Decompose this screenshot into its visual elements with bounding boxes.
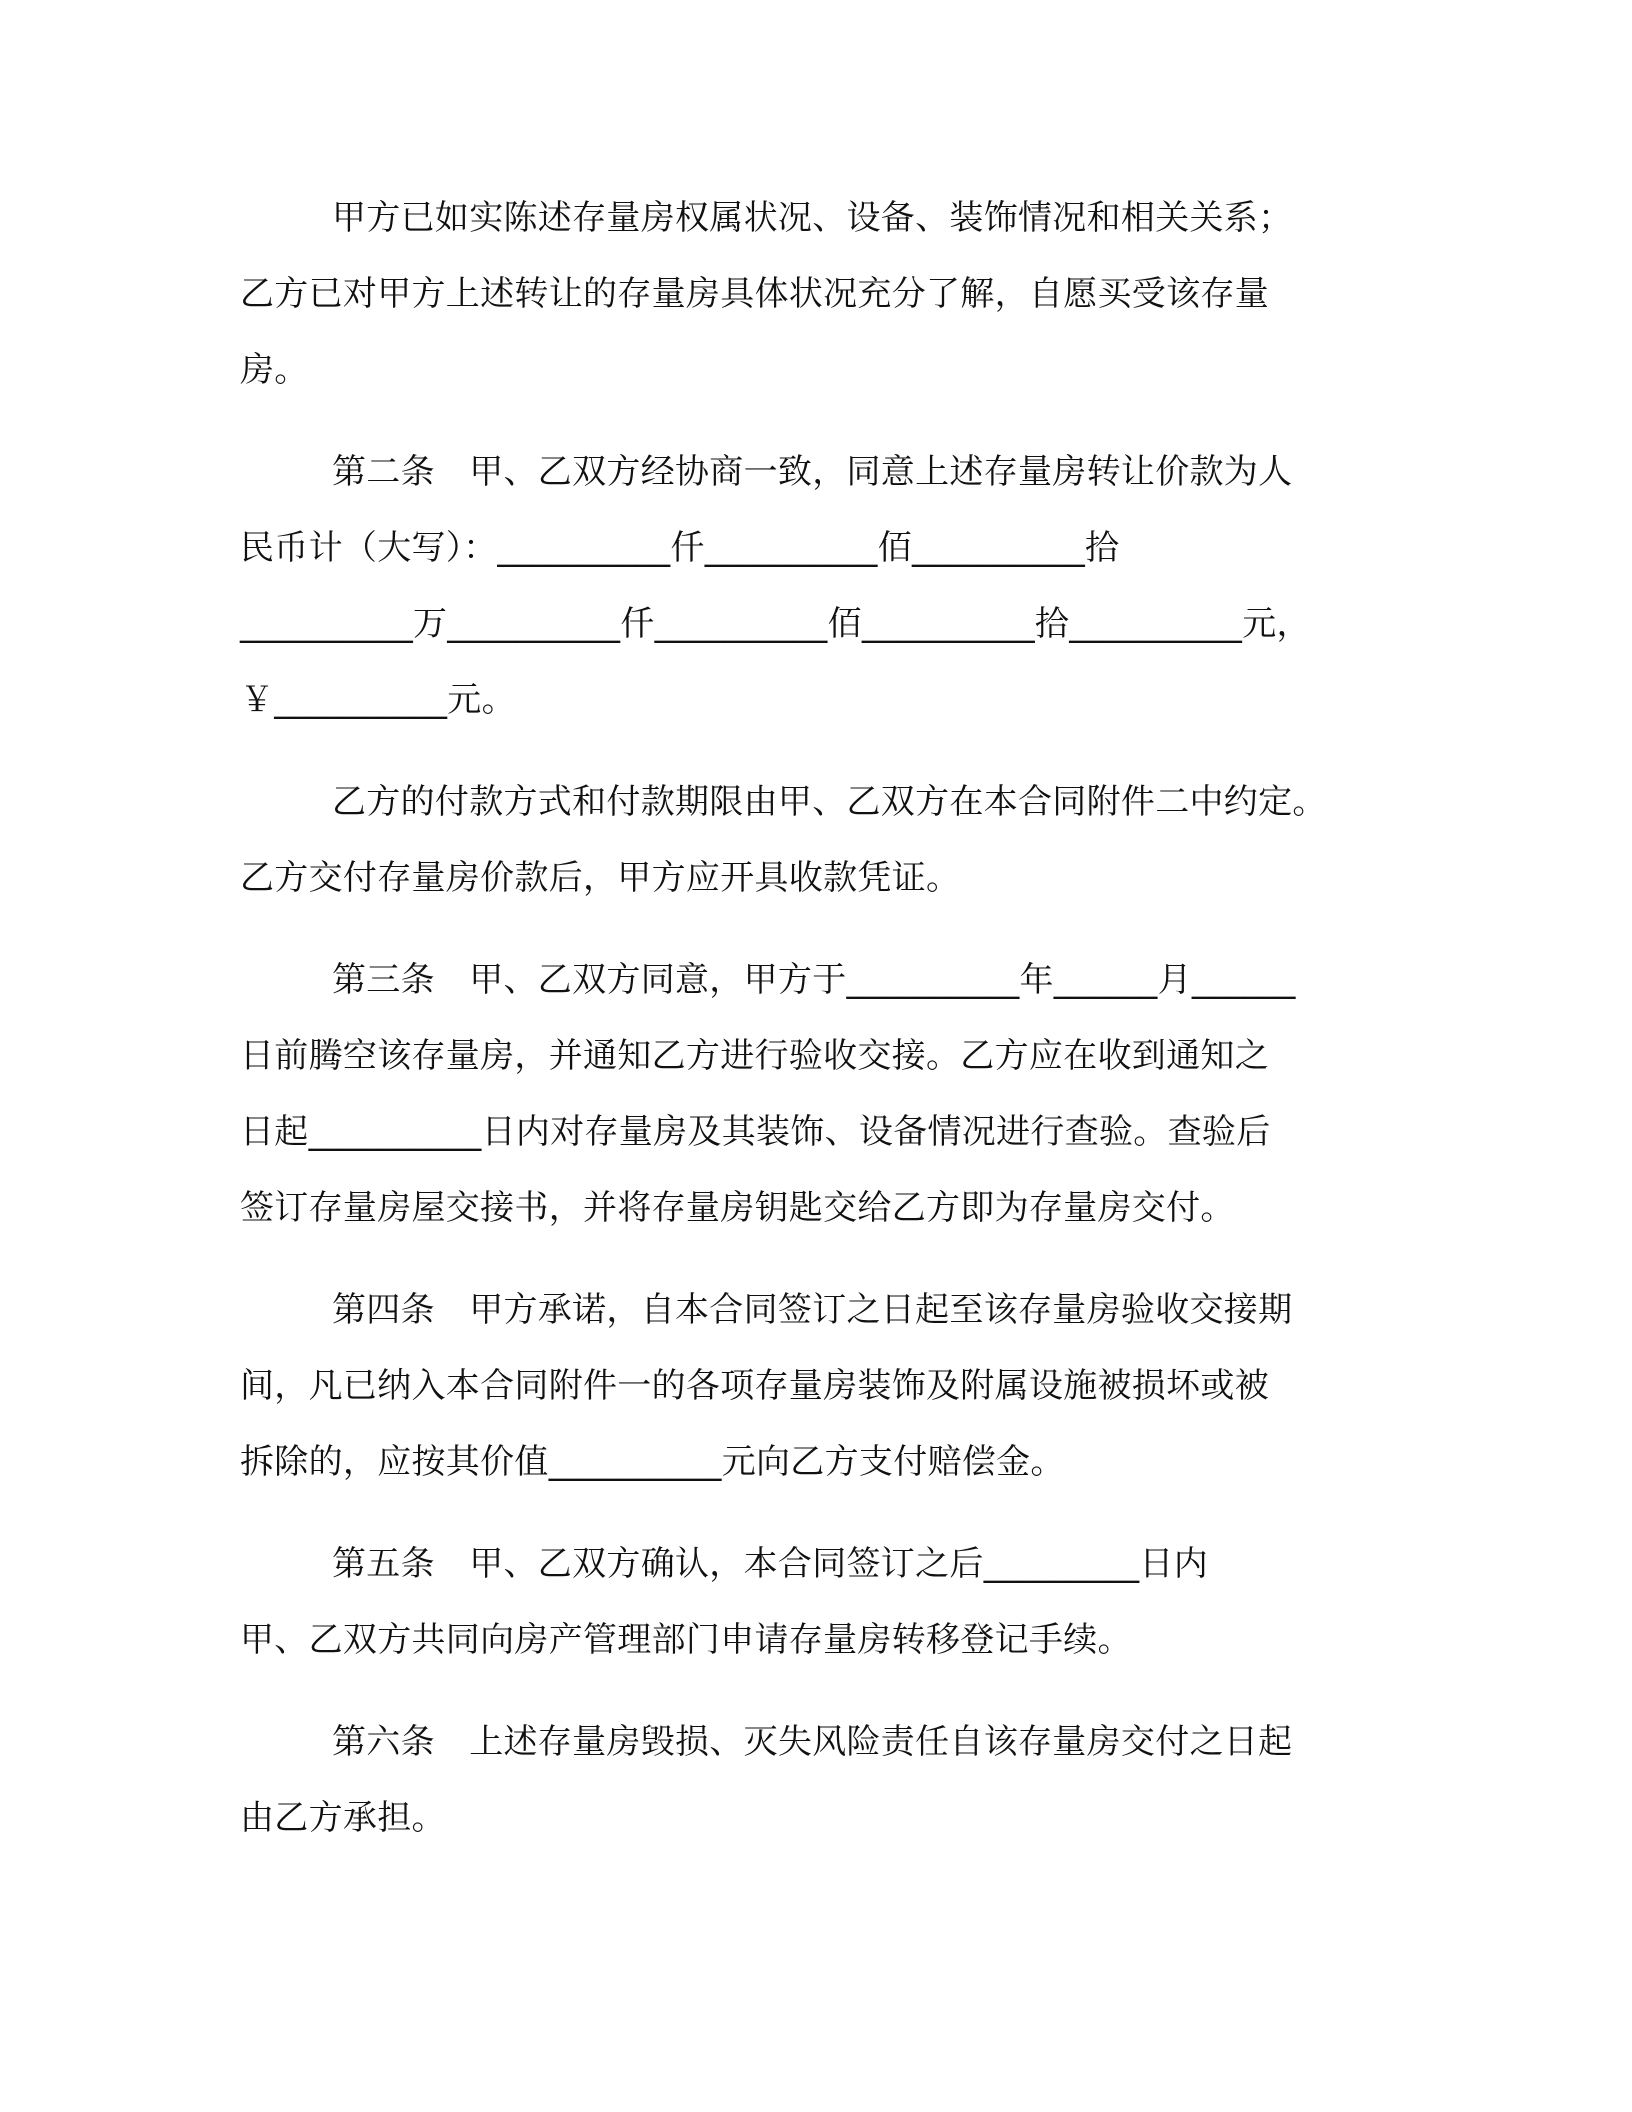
text-line: 签订存量房屋交接书，并将存量房钥匙交给乙方即为存量房交付。 [240, 1188, 1235, 1228]
article-6-heading-line: 第六条 上述存量房毁损、灭失风险责任自该存量房交付之日起 [332, 1722, 1293, 1762]
text-line: 甲、乙双方共同向房产管理部门申请存量房转移登记手续。 [240, 1620, 1132, 1660]
text-line: 乙方交付存量房价款后，甲方应开具收款凭证。 [240, 858, 961, 898]
text-line: ￥__________元。 [240, 680, 516, 720]
article-5-heading-line: 第五条 甲、乙双方确认，本合同签订之后_________日内 [332, 1544, 1208, 1584]
text-line: 由乙方承担。 [240, 1798, 446, 1838]
text-line: 房。 [240, 350, 309, 390]
text-line: 乙方已对甲方上述转让的存量房具体状况充分了解，自愿买受该存量 [240, 274, 1269, 314]
article-3-heading-line: 第三条 甲、乙双方同意，甲方于__________年______月______ [332, 960, 1296, 1000]
text-line: 乙方的付款方式和付款期限由甲、乙双方在本合同附件二中约定。 [332, 782, 1327, 822]
text-line: __________万__________仟__________佰__________拾__________元， [240, 604, 1311, 644]
article-4-heading-line: 第四条 甲方承诺，自本合同签订之日起至该存量房验收交接期 [332, 1290, 1293, 1330]
text-line: 间，凡已纳入本合同附件一的各项存量房装饰及附属设施被损坏或被 [240, 1366, 1269, 1406]
article-2-heading-line: 第二条 甲、乙双方经协商一致，同意上述存量房转让价款为人 [332, 452, 1293, 492]
text-line: 日前腾空该存量房，并通知乙方进行验收交接。乙方应在收到通知之 [240, 1036, 1269, 1076]
text-line: 日起__________日内对存量房及其装饰、设备情况进行查验。查验后 [240, 1112, 1271, 1152]
text-line: 拆除的，应按其价值__________元向乙方支付赔偿金。 [240, 1442, 1065, 1482]
text-line: 甲方已如实陈述存量房权属状况、设备、装饰情况和相关关系； [332, 198, 1293, 238]
text-line: 民币计（大写）：__________仟__________佰__________拾 [240, 528, 1120, 568]
